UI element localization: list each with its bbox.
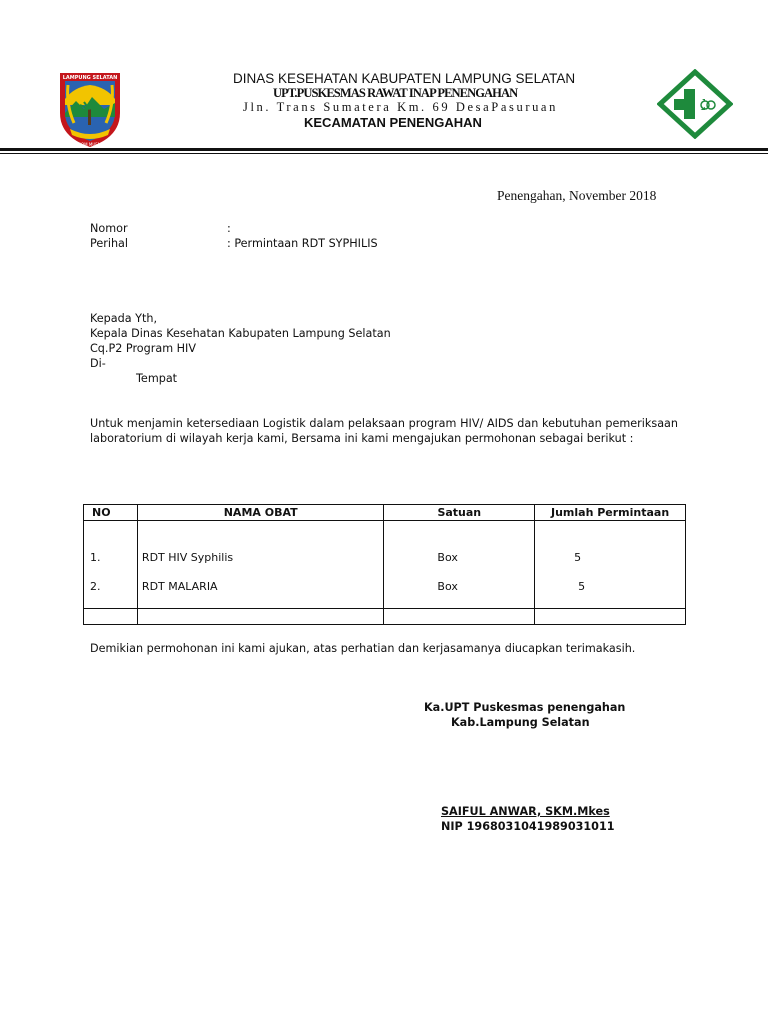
signatory-name: SAIFUL ANWAR, SKM.Mkes [441,805,610,818]
row-satuan: Box [437,551,458,564]
recipient-place: Tempat [136,372,178,385]
header-satuan: Satuan [384,505,535,521]
puskesmas-logo-icon [657,69,733,139]
svg-text:RAGOM MUFAKAT: RAGOM MUFAKAT [72,142,108,147]
header-no: NO [84,505,138,521]
signatory-nip: NIP 196803104198903101​1 [441,820,615,833]
unit-name: UPT.PUSKESMAS RAWAT INAP PENENGAHAN [273,86,518,100]
recipient-office: Kepala Dinas Kesehatan Kabupaten Lampung Selatan [90,327,391,340]
agency-name: DINAS KESEHATAN KABUPATEN LAMPUNG SELATAN [233,71,576,86]
row-satuan: Box [437,580,458,593]
request-table [83,504,686,625]
letterhead-divider-thick [0,148,768,151]
letterhead-divider-thin [0,153,768,154]
perihal-label: Perihal [90,237,128,250]
table-row [84,521,686,609]
closing-paragraph: Demikian permohonan ini kami ajukan, atas perhatian dan kerjasamanya diucapkan terimakasih. [90,642,636,655]
nomor-value: : [227,222,231,235]
header-nama-obat: NAMA OBAT [137,505,384,521]
intro-paragraph: Untuk menjamin ketersediaan Logistik dalam pelaksaan program HIV/ AIDS dan kebutuhan pemeriksaan laboratorium di wilayah kerja kami, Bersama ini kami mengajukan permohonan sebagai berikut : [90,417,678,445]
recipient-program: Cq.P2 Program HIV [90,342,197,355]
address: Jln. Trans Sumatera Km. 69 DesaPasuruan [243,100,558,114]
signature-title: Ka.UPT Puskesmas penengahan [424,701,626,714]
nomor-label: Nomor [90,222,128,235]
row-no: 2. [90,580,101,593]
letter-date: Penengahan, November 2018 [497,188,657,203]
header-jumlah: Jumlah Permintaan [535,505,686,521]
lampung-selatan-emblem-icon [54,69,126,149]
row-nama-obat: RDT MALARIA [141,580,218,593]
recipient-di: Di- [90,357,106,370]
signature-region: Kab.Lampung Selatan [451,716,590,729]
table-header-row [84,505,686,521]
district-name: KECAMATAN PENENGAHAN [304,115,482,130]
table-row [84,609,686,625]
row-nama-obat: RDT HIV Syphilis [141,551,234,564]
perihal-value: : Permintaan RDT SYPHILIS [227,237,378,250]
row-no: 1. [90,551,101,564]
svg-text:LAMPUNG SELATAN: LAMPUNG SELATAN [62,75,118,81]
row-jumlah: 5 [578,580,586,593]
recipient-greeting: Kepada Yth, [90,312,157,325]
row-jumlah: 5 [574,551,582,564]
